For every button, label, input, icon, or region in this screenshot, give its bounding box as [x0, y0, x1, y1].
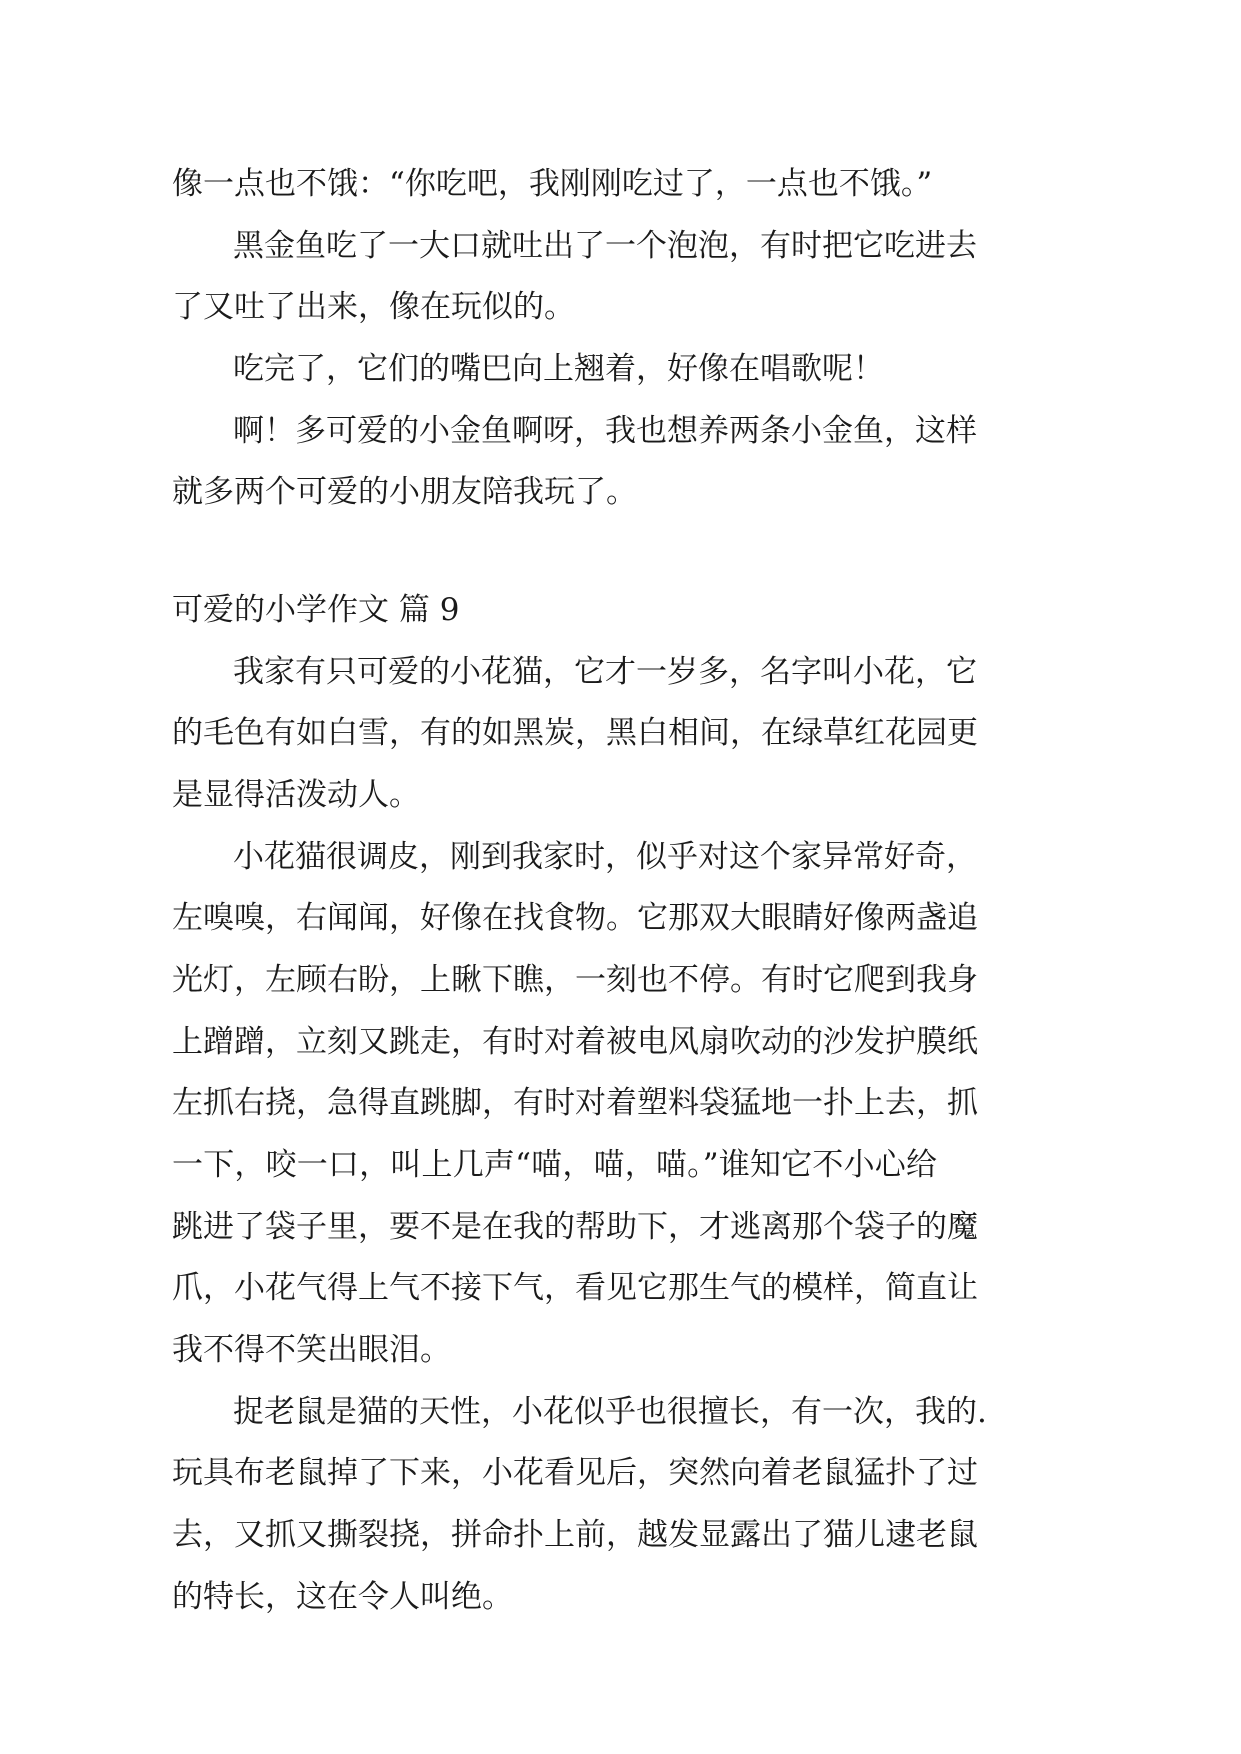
paragraph-line: 的特长，这在令人叫绝。: [172, 1579, 513, 1615]
paragraph-line: 左抓右挠，急得直跳脚，有时对着塑料袋猛地一扑上去，抓: [172, 1085, 978, 1121]
paragraph-line: 啊！多可爱的小金鱼啊呀，我也想养两条小金鱼，这样: [233, 413, 977, 449]
paragraph-line: 黑金鱼吃了一大口就吐出了一个泡泡，有时把它吃进去: [233, 228, 977, 264]
paragraph-line: 我家有只可爱的小花猫，它才一岁多，名字叫小花，它: [233, 654, 977, 690]
paragraph-line: 吃完了，它们的嘴巴向上翘着，好像在唱歌呢！: [233, 351, 884, 387]
paragraph-line: 的毛色有如白雪，有的如黑炭，黑白相间，在绿草红花园更: [172, 715, 978, 751]
paragraph-line: 上蹭蹭，立刻又跳走，有时对着被电风扇吹动的沙发护膜纸: [172, 1024, 978, 1060]
paragraph-line: 捉老鼠是猫的天性，小花似乎也很擅长，有一次，我的.: [233, 1394, 987, 1430]
paragraph-line: 一下，咬一口，叫上几声“喵，喵，喵。”谁知它不小心给: [172, 1147, 937, 1183]
paragraph-line: 爪，小花气得上气不接下气，看见它那生气的模样，简直让: [172, 1270, 978, 1306]
paragraph-line: 去，又抓又撕裂挠，拼命扑上前，越发显露出了猫儿逮老鼠: [172, 1517, 978, 1553]
paragraph-line: 就多两个可爱的小朋友陪我玩了。: [172, 474, 637, 510]
paragraph-line: 我不得不笑出眼泪。: [172, 1332, 451, 1368]
paragraph-line: 是显得活泼动人。: [172, 777, 420, 813]
paragraph-line: 跳进了袋子里，要不是在我的帮助下，才逃离那个袋子的魔: [172, 1209, 978, 1245]
paragraph-line: 小花猫很调皮，刚到我家时，似乎对这个家异常好奇，: [233, 839, 977, 875]
paragraph-line: 光灯，左顾右盼，上瞅下瞧，一刻也不停。有时它爬到我身: [172, 962, 978, 998]
section-heading: 可爱的小学作文 篇 9: [172, 592, 460, 628]
paragraph-line: 像一点也不饿：“你吃吧，我刚刚吃过了，一点也不饿。”: [172, 166, 933, 202]
paragraph-line: 了又吐了出来，像在玩似的。: [172, 289, 575, 325]
paragraph-line: 左嗅嗅，右闻闻，好像在找食物。它那双大眼睛好像两盏追: [172, 900, 978, 936]
paragraph-line: 玩具布老鼠掉了下来，小花看见后，突然向着老鼠猛扑了过: [172, 1455, 978, 1491]
